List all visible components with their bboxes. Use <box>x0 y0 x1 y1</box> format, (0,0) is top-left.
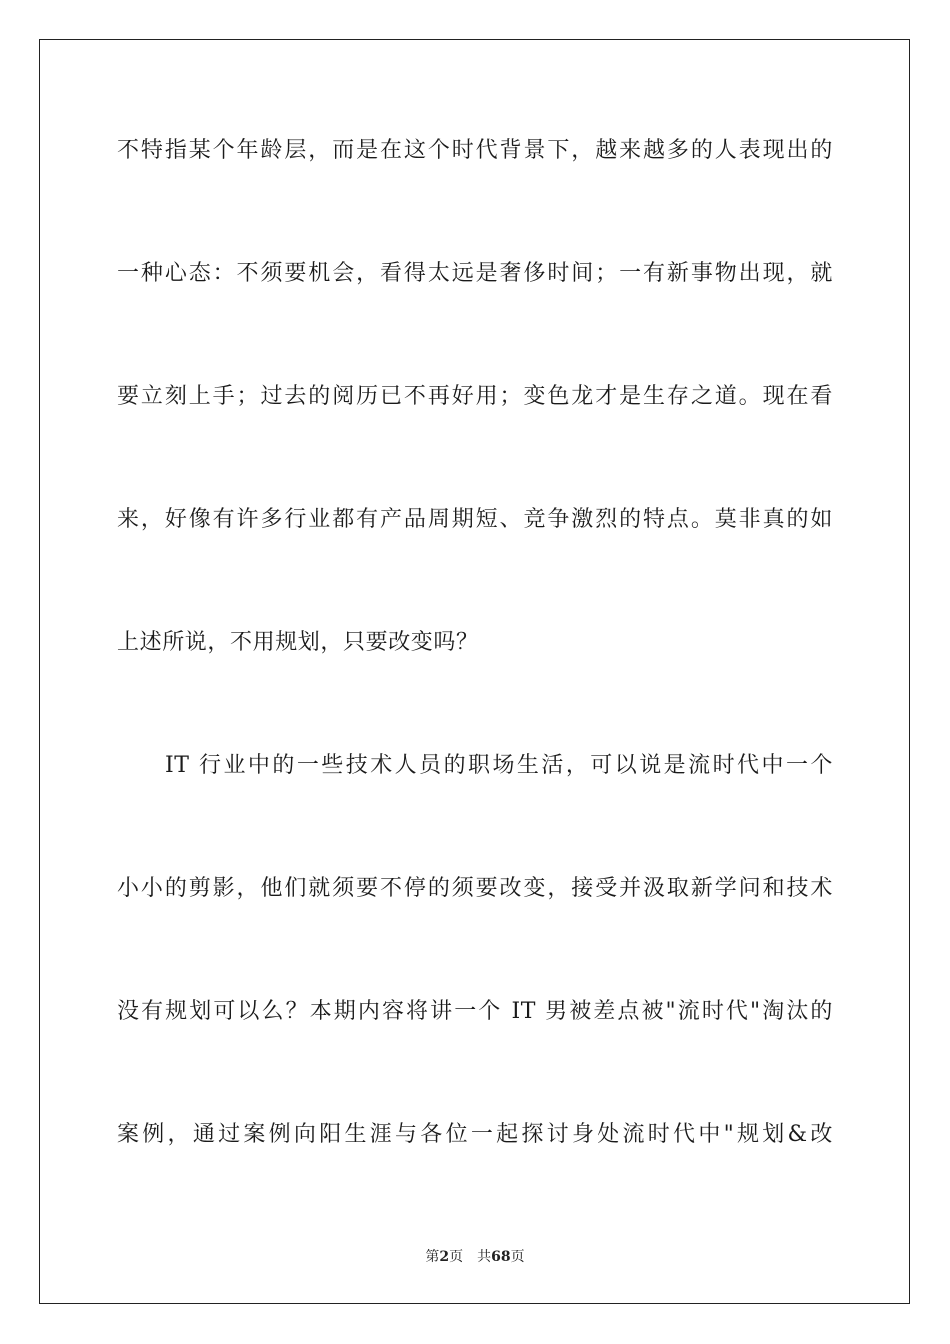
page-number: 2 <box>439 1249 450 1265</box>
total-suffix: 页 <box>510 1249 525 1265</box>
body-text-line-7: 小小的剪影，他们就须要不停的须要改变，接受并汲取新学问和技术 <box>117 876 833 901</box>
body-text-line-3: 要立刻上手；过去的阅历已不再好用；变色龙才是生存之道。现在看 <box>117 384 833 409</box>
page-suffix: 页 <box>449 1249 464 1265</box>
body-text-line-8: 没有规划可以么？本期内容将讲一个 IT 男被差点被"流时代"淘汰的 <box>117 999 833 1024</box>
body-text-line-1: 不特指某个年龄层，而是在这个时代背景下，越来越多的人表现出的 <box>117 138 833 163</box>
page-prefix: 第 <box>425 1249 440 1265</box>
page-footer <box>0 1247 950 1267</box>
body-text-line-5: 上述所说，不用规划，只要改变吗？ <box>117 630 479 655</box>
total-pages: 68 <box>491 1249 511 1265</box>
body-text-line-2: 一种心态：不须要机会，看得太远是奢侈时间；一有新事物出现，就 <box>117 261 833 286</box>
page-border <box>39 39 910 1304</box>
total-prefix: 共 <box>477 1249 492 1265</box>
body-text-line-9: 案例，通过案例向阳生涯与各位一起探讨身处流时代中"规划&改 <box>117 1122 833 1147</box>
body-text-line-4: 来，好像有许多行业都有产品周期短、竞争激烈的特点。莫非真的如 <box>117 507 833 532</box>
body-text-line-6: IT 行业中的一些技术人员的职场生活，可以说是流时代中一个 <box>165 753 833 778</box>
